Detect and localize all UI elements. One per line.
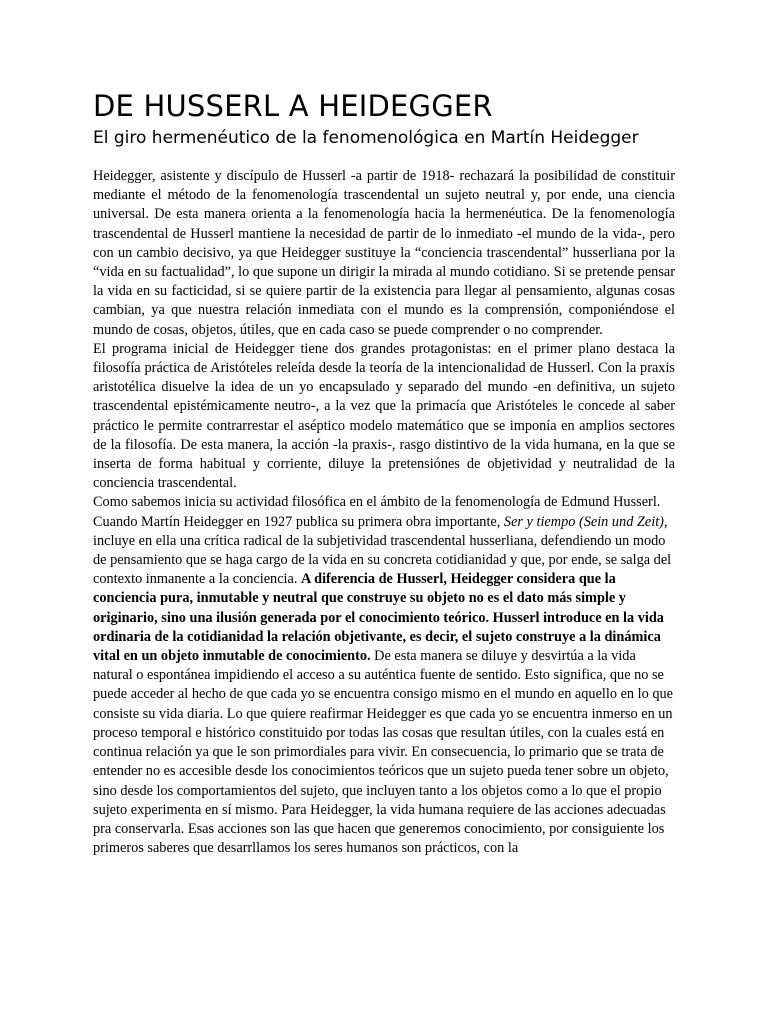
document-page: [93, 88, 675, 858]
book-title-italic: Ser y tiempo (Sein und Zeit): [503, 513, 664, 530]
paragraph-1: Heidegger, asistente y discípulo de Husserl -a partir de 1918- rechazará la posibilidad de constituir mediante el método de la fenomenología trascendental un sujeto neutral y, por ende, una ciencia universal. De esta manera orienta a la fenomenología hacia la hermenéutica. De la fenomenología trascendental de Husserl mantiene la necesidad de partir de lo inmediato -el mundo de la vida-, pero con un cambio decisivo, ya que Heidegger sustituye la “conciencia trascendental” husserliana por la “vida en su factualidad”, lo que supone un dirigir la mirada al mundo cotidiano. Si se pretende pensar la vida en su facticidad, si se quiere partir de la existencia para llegar al pensamiento, algunas cosas cambian, ya que nuestra relación inmediata con el mundo es la comprensión, componiéndose el mundo de cosas, objetos, útiles, que en cada caso se puede comprender o no comprender.: [93, 168, 675, 338]
paragraph-3-text-a: Como sabemos inicia su actividad filosófica en el ámbito de la fenomenología de Edmund Husserl. Cuando Martín Heidegger en 1927 publica su primera obra importante,: [93, 494, 661, 530]
document-subtitle: El giro hermenéutico de la fenomenológica en Martín Heidegger: [93, 128, 639, 148]
document-title: DE HUSSERL A HEIDEGGER: [93, 89, 493, 123]
paragraph-3-text-b: , incluye en ella una crítica radical de la subjetividad trascendental husserliana, defendiendo un modo de pensamiento que se haga cargo de la vida en su concreta cotidianidad y que, por ende, se salga del contexto inmanente a la conciencia.: [93, 513, 672, 588]
paragraph-2: El programa inicial de Heidegger tiene dos grandes protagonistas: en el primer plano destaca la filosofía práctica de Aristóteles releída desde la teoría de la intencionalidad de Husserl. Con la praxis aristotélica disuelve la idea de un yo encapsulado y separado del mundo -en definitiva, un sujeto trascendental epistémicamente neutro-, a la vez que la primacía que Aristóteles le concede al saber práctico le permite contrarrestar el aséptico modelo matemático que se imponía en amplios sectores de la filosofía. De esta manera, la acción -la praxis-, rasgo distintivo de la vida humana, en la que se inserta de forma habitual y corriente, diluye la pretensiónes de objetividad y neutralidad de la conciencia trascendental.: [93, 340, 675, 492]
paragraph-3-bold-passage: A diferencia de Husserl, Heidegger considera que la conciencia pura, inmutable y neutral que construye su objeto no es el dato más simple y originario, sino una ilusión generada por el conocimiento teórico. Husserl introduce en la vida ordinaria de la cotidianidad la relación objetivante, es decir, el sujeto construye a la dinámica vital en un objeto inmutable de conocimiento.: [93, 571, 664, 665]
document-body: [93, 167, 675, 858]
paragraph-3: [93, 493, 675, 858]
paragraph-3-text-c: De esta manera se diluye y desvirtúa a la vida natural o espontánea impidiendo el acceso a su auténtica fuente de sentido. Esto significa, que no se puede acceder al hecho de que cada yo se encuentra consigo mismo en el mundo en aquello en lo que consiste su vida diaria. Lo que quiere reafirmar Heidegger es que cada yo se encuentra inmerso en un proceso temporal e histórico constituido por todas las cosas que resultan útiles, con la cuales está en continua relación ya que le son primordiales para vivir. En consecuencia, lo primario que se trata de entender no es accesible desde los conocimientos teóricos que un sujeto pueda tener sobre un objeto, sino desde los comportamientos del sujeto, que incluyen tanto a los objetos como a lo que el propio sujeto experimenta en sí mismo. Para Heidegger, la vida humana requiere de las acciones adecuadas pra conservarla. Esas acciones son las que hacen que generemos conocimiento, por consiguiente los primeros saberes que desarrllamos los seres humanos son prácticos, con la: [93, 648, 673, 857]
